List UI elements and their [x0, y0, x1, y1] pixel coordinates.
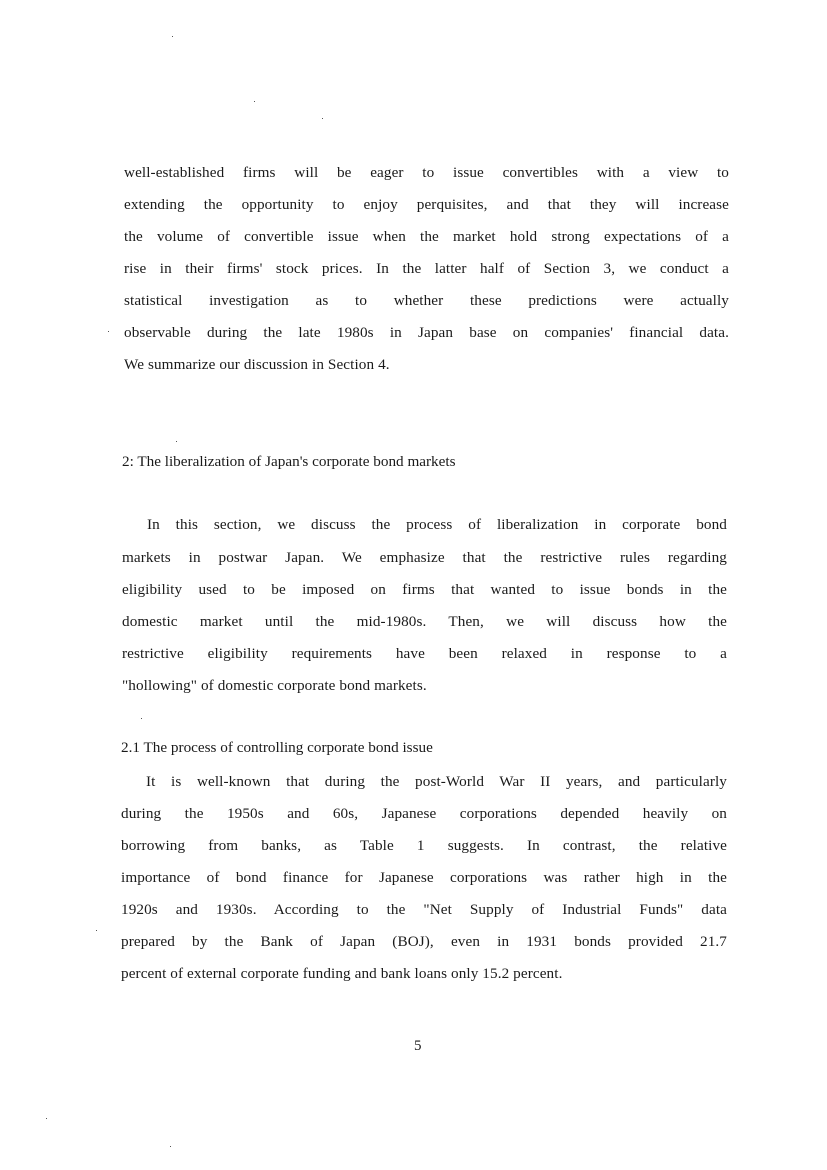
paragraph-line: statistical investigation as to whether these predictions were actually [124, 292, 729, 309]
subsection-heading: 2.1 The process of controlling corporate bond issue [121, 739, 433, 756]
paragraph-line: importance of bond finance for Japanese corporations was rather high in the [121, 869, 727, 886]
paragraph-line: "hollowing" of domestic corporate bond markets. [122, 677, 427, 694]
scan-speck [176, 441, 177, 442]
paragraph-line: In this section, we discuss the process of liberalization in corporate bond [147, 516, 727, 533]
scan-speck [46, 1118, 47, 1119]
paragraph-line: observable during the late 1980s in Japan base on companies' financial data. [124, 324, 729, 341]
paragraph-line: prepared by the Bank of Japan (BOJ), even in 1931 bonds provided 21.7 [121, 933, 727, 950]
scan-speck [172, 36, 173, 37]
paragraph-line: borrowing from banks, as Table 1 suggests. In contrast, the relative [121, 837, 727, 854]
paragraph-line: well-established firms will be eager to issue convertibles with a view to [124, 164, 729, 181]
paragraph-line: domestic market until the mid-1980s. Then, we will discuss how the [122, 613, 727, 630]
paragraph-line: 1920s and 1930s. According to the "Net Supply of Industrial Funds" data [121, 901, 727, 918]
scan-speck [141, 718, 142, 719]
scan-speck [254, 101, 255, 102]
page-number: 5 [414, 1038, 422, 1054]
paragraph-line: markets in postwar Japan. We emphasize that the restrictive rules regarding [122, 549, 727, 566]
scan-speck [322, 118, 323, 119]
paragraph-line: eligibility used to be imposed on firms that wanted to issue bonds in the [122, 581, 727, 598]
paragraph-line: It is well-known that during the post-World War II years, and particularly [146, 773, 727, 790]
scan-speck [108, 331, 109, 332]
section-heading: 2: The liberalization of Japan's corporate bond markets [122, 453, 456, 470]
paragraph-line: the volume of convertible issue when the market hold strong expectations of a [124, 228, 729, 245]
paragraph-line: during the 1950s and 60s, Japanese corporations depended heavily on [121, 805, 727, 822]
scan-speck [96, 930, 97, 931]
paragraph-line: We summarize our discussion in Section 4. [124, 356, 390, 373]
paragraph-line: extending the opportunity to enjoy perquisites, and that they will increase [124, 196, 729, 213]
paragraph-line: restrictive eligibility requirements have been relaxed in response to a [122, 645, 727, 662]
paragraph-line: percent of external corporate funding and bank loans only 15.2 percent. [121, 965, 563, 982]
scan-speck [170, 1146, 171, 1147]
paragraph-line: rise in their firms' stock prices. In the latter half of Section 3, we conduct a [124, 260, 729, 277]
